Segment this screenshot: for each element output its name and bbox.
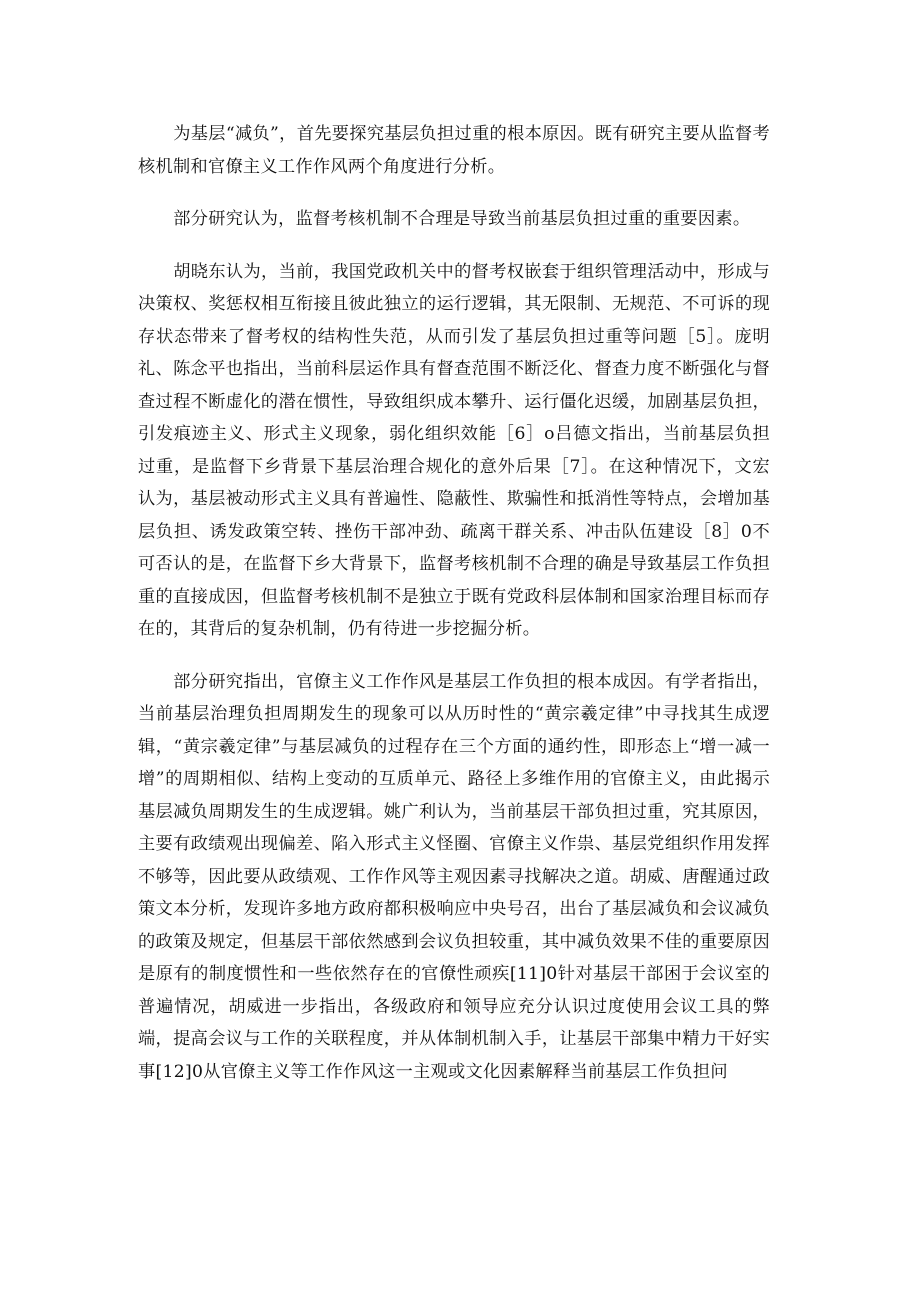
paragraph-supervision-literature: 胡晓东认为，当前，我国党政机关中的督考权嵌套于组织管理活动中，形成与决策权、奖惩权相互衔接且彼此独立的运行逻辑，其无限制、无规范、不可诉的现存状态带来了督考权的结构性失范，从而引发了基层负担过重等问题［5］。庞明礼、陈念平也指出，当前科层运作具有督查范围不断泛化、督查力度不断强化与督查过程不断虚化的潜在惯性，导致组织成本攀升、运行僵化迟缓，加剧基层负担，引发痕迹主义、形式主义现象，弱化组织效能［6］o吕德文指出，当前基层负担过重，是监督下乡背景下基层治理合规化的意外后果［7］。在这种情况下，文宏认为，基层被动形式主义具有普遍性、隐蔽性、欺骗性和抵消性等特点，会增加基层负担、诱发政策空转、挫伤干部冲劲、疏离干群关系、冲击队伍建设［8］0不可否认的是，在监督下乡大背景下，监督考核机制不合理的确是导致基层工作负担重的直接成因，但监督考核机制不是独立于既有党政科层体制和国家治理目标而存在的，其背后的复杂机制，仍有待进一步挖掘分析。 — [138, 261, 770, 639]
paragraph-supervision-view: 部分研究认为，监督考核机制不合理是导致当前基层负担过重的重要因素。 — [173, 209, 751, 229]
paragraph-bureaucracy-literature: 部分研究指出，官僚主义工作作风是基层工作负担的根本成因。有学者指出，当前基层治理负担周期发生的现象可以从历时性的“黄宗羲定律”中寻找其生成逻辑，“黄宗羲定律”与基层减负的过程存在三个方面的通约性，即形态上“增一减一增”的周期相似、结构上变动的互质单元、路径上多维作用的官僚主义，由此揭示基层减负周期发生的生成逻辑。姚广利认为，当前基层干部负担过重，究其原因，主要有政绩观出现偏差、陷入形式主义怪圈、官僚主义作祟、基层党组织作用发挥不够等，因此要从政绩观、工作作风等主观因素寻找解决之道。胡威、唐醒通过政策文本分析，发现许多地方政府都积极响应中央号召，出台了基层减负和会议减负的政策及规定，但基层干部依然感到会议负担较重，其中减负效果不佳的重要原因是原有的制度惯性和一些依然存在的官僚性顽疾[11]0针对基层干部困于会议室的普遍情况，胡威进一步指出，各级政府和领导应充分认识过度使用会议工具的弊端，提高会议与工作的关联程度，并从体制机制入手，让基层干部集中精力干好实事[12]0从官僚主义等工作作风这一主观或文化因素解释当前基层工作负担问 — [138, 671, 770, 1082]
paragraph-intro: 为基层“减负”，首先要探究基层负担过重的根本原因。既有研究主要从监督考核机制和官僚主义工作作风两个角度进行分析。 — [138, 124, 770, 177]
